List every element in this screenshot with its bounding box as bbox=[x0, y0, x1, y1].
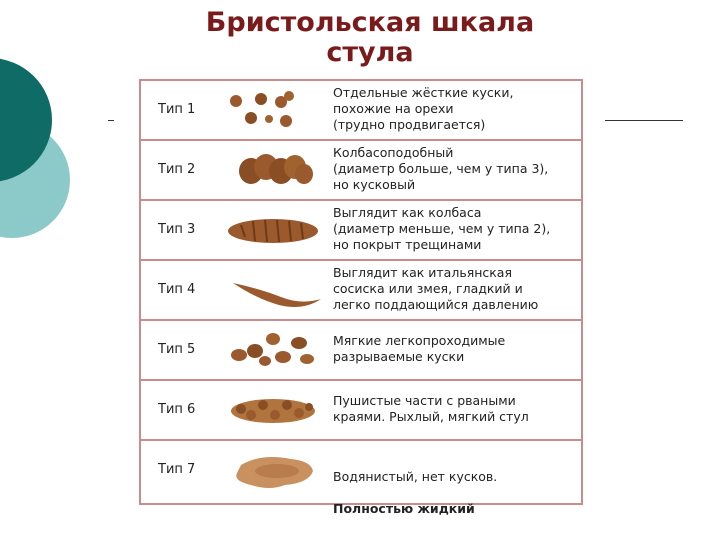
divider-left bbox=[108, 120, 114, 121]
bristol-scale-table bbox=[139, 79, 583, 516]
type-description: Выглядит как итальянская сосиска или змея, гладкий и легко поддающийся давлению bbox=[333, 265, 539, 312]
type-description: Отдельные жёсткие куски, похожие на орехи (трудно продвигается) bbox=[333, 85, 514, 132]
stool-type-4-illustration bbox=[221, 263, 331, 317]
table-row-type-2 bbox=[141, 141, 581, 201]
stool-type-1-illustration bbox=[221, 83, 331, 137]
stool-type-6-illustration bbox=[221, 383, 331, 437]
stool-type-7-illustration bbox=[221, 443, 331, 497]
table-row-type-1 bbox=[141, 81, 581, 141]
type-description: Выглядит как колбаса (диаметр меньше, чем у типа 2), но покрыт трещинами bbox=[333, 205, 551, 252]
type-description: Колбасоподобный (диаметр больше, чем у типа 3), но кусковый bbox=[333, 145, 549, 192]
table-row-type-7 bbox=[141, 441, 581, 516]
type-label: Тип 2 bbox=[158, 162, 196, 177]
type-label: Тип 1 bbox=[158, 102, 196, 117]
type-description: Пушистые части с рваными краями. Рыхлый, мягкий стул bbox=[333, 393, 529, 424]
type-label: Тип 6 bbox=[158, 402, 196, 417]
type-description-bold: Полностью жидкий bbox=[333, 501, 475, 516]
divider-right bbox=[605, 120, 683, 121]
type-label: Тип 3 bbox=[158, 222, 196, 237]
type-description-text: Водянистый, нет кусков. bbox=[333, 469, 498, 484]
table-row-type-6 bbox=[141, 381, 581, 441]
type-label: Тип 7 bbox=[158, 462, 196, 477]
stool-type-3-illustration bbox=[221, 203, 331, 257]
slide-title: Бристольская шкала стула bbox=[205, 7, 535, 68]
type-label: Тип 5 bbox=[158, 342, 196, 357]
table-row-type-5 bbox=[141, 321, 581, 381]
type-label: Тип 4 bbox=[158, 282, 196, 297]
type-description bbox=[333, 453, 583, 517]
decorative-circles bbox=[0, 0, 140, 300]
stool-type-2-illustration bbox=[221, 143, 331, 197]
table-row-type-3 bbox=[141, 201, 581, 261]
type-description: Мягкие легкопроходимые разрываемые куски bbox=[333, 333, 506, 364]
stool-type-5-illustration bbox=[221, 323, 331, 377]
table-row-type-4 bbox=[141, 261, 581, 321]
